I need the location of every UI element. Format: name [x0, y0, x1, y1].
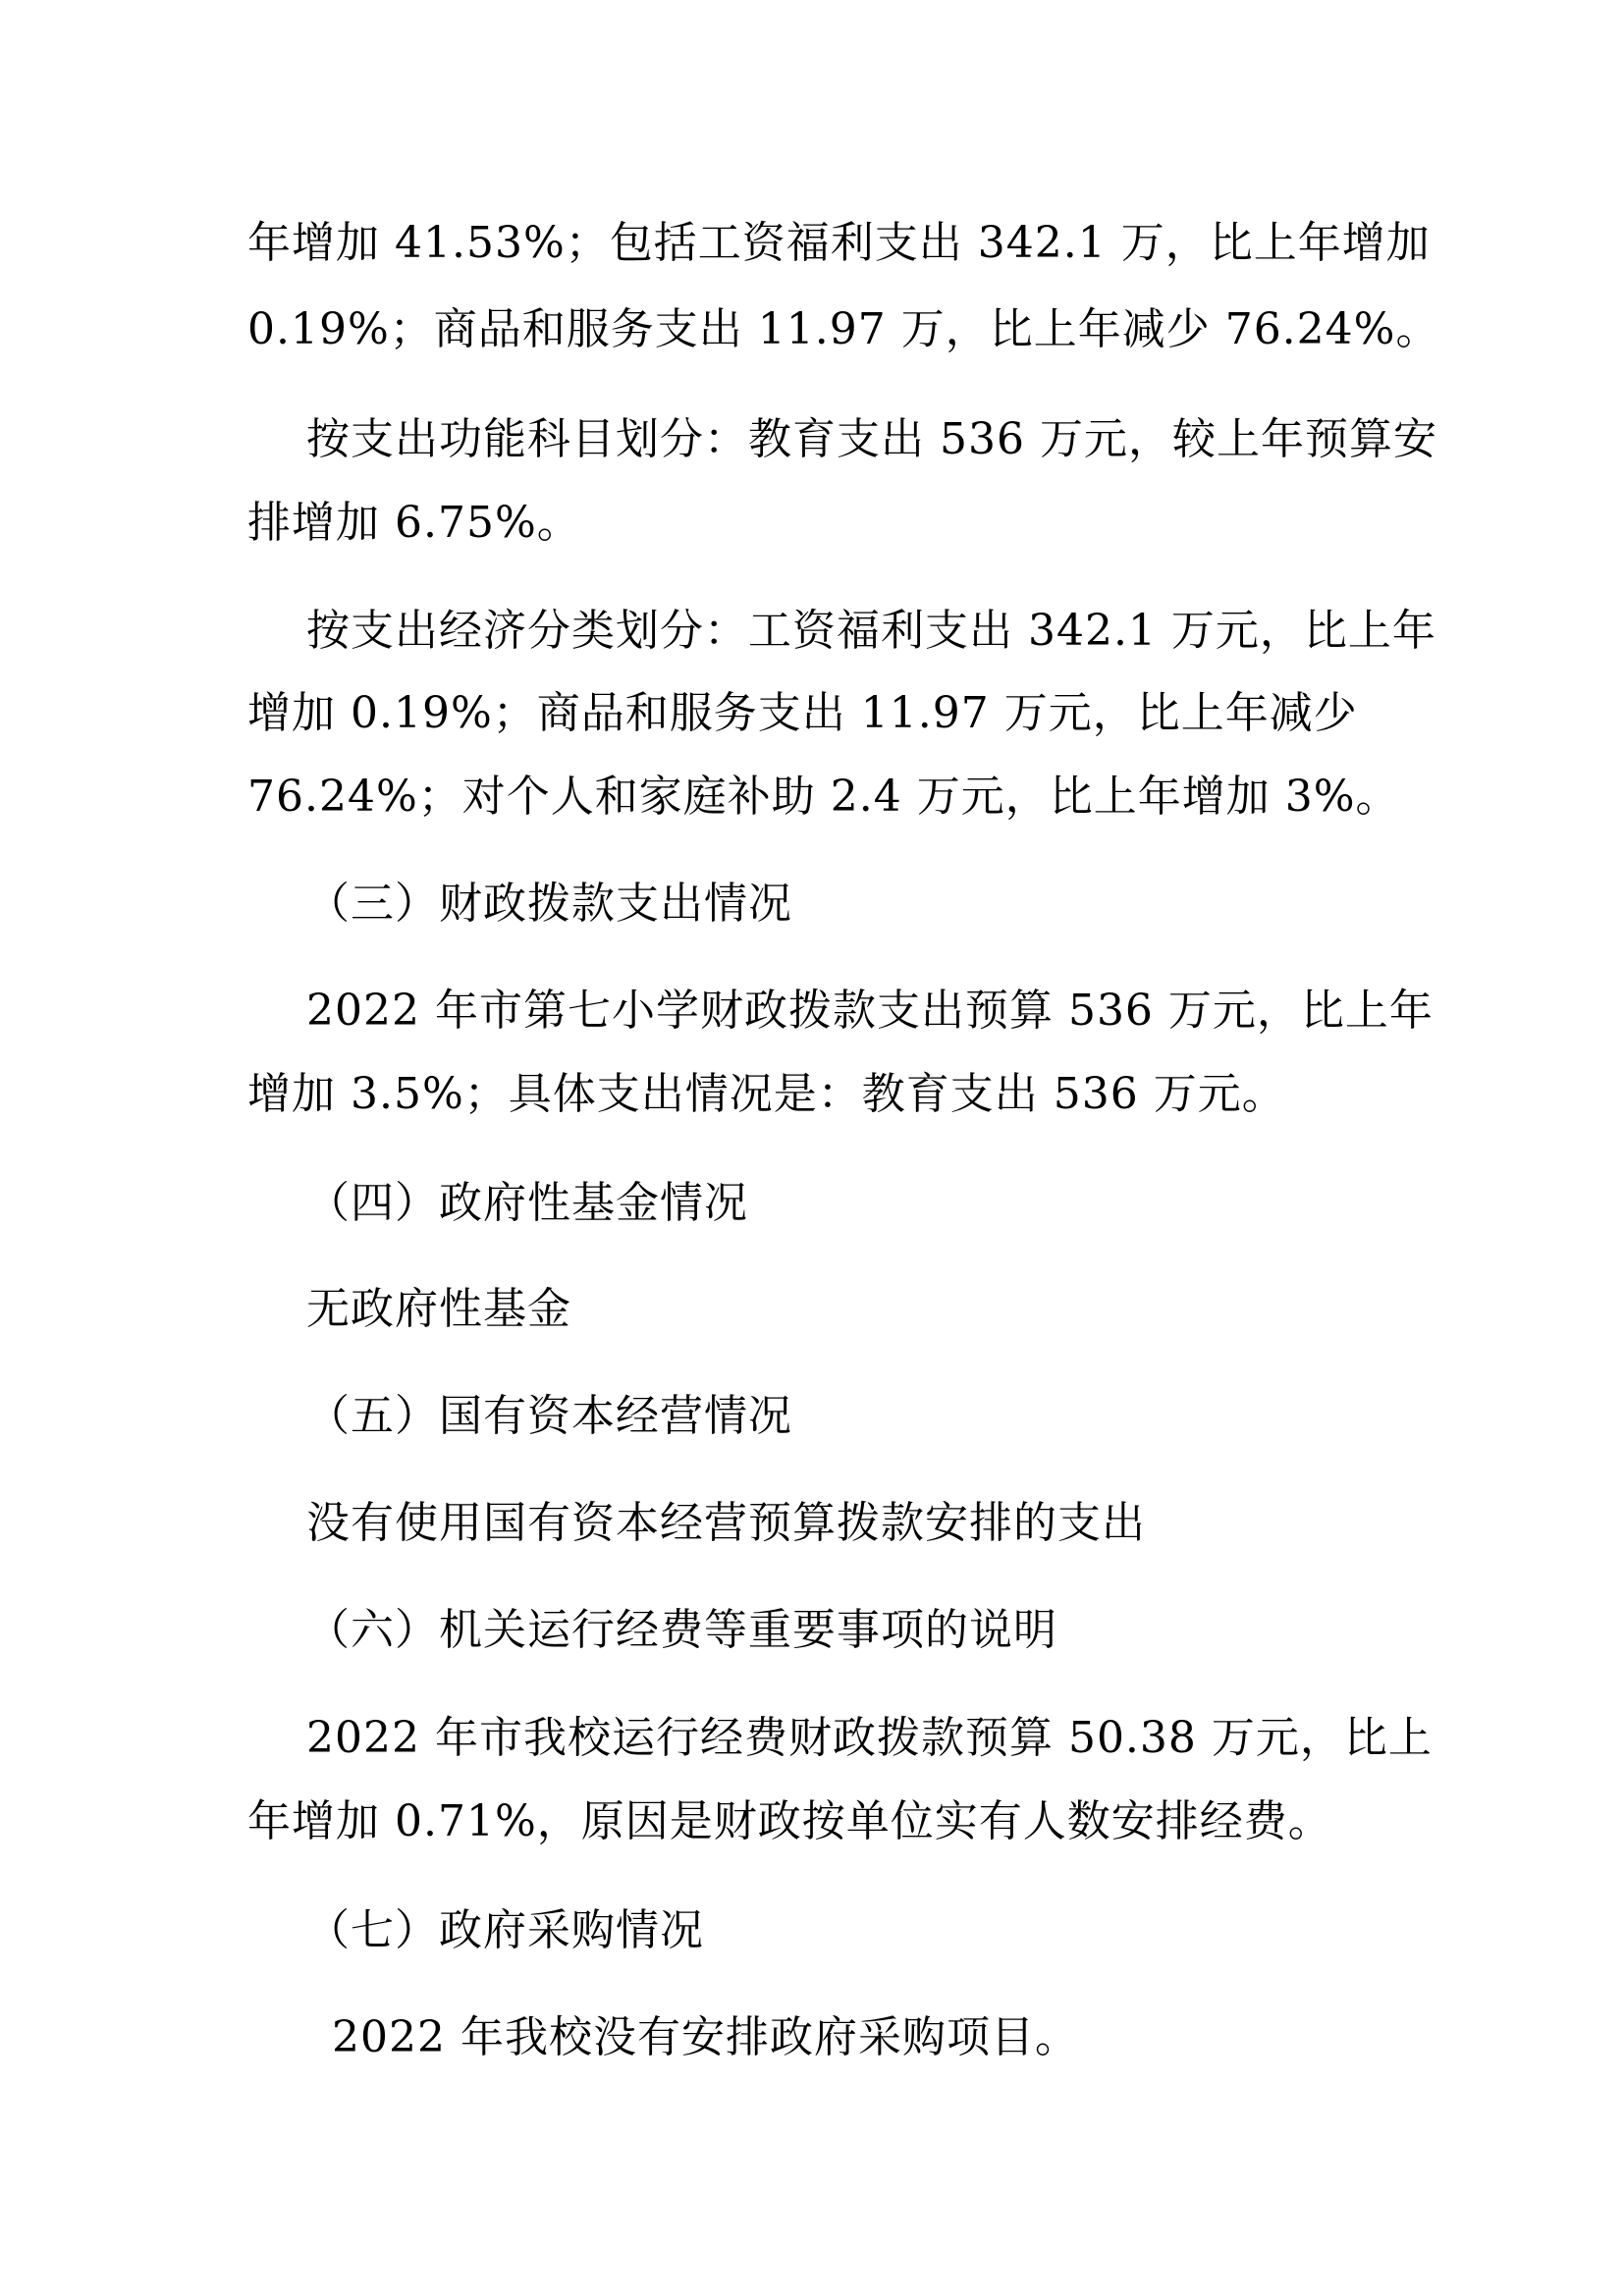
text-line: 2022 年市第七小学财政拨款支出预算 536 万元，比上年 [306, 986, 1434, 1036]
text-line: 76.24%；对个人和家庭补助 2.4 万元，比上年增加 3%。 [247, 772, 1400, 822]
text-line: 按支出功能科目划分：教育支出 536 万元，较上年预算安 [306, 414, 1437, 464]
text-line: 无政府性基金 [306, 1284, 571, 1334]
section-heading: （七）政府采购情况 [306, 1905, 704, 1955]
text-line: 0.19%；商品和服务支出 11.97 万，比上年减少 76.24%。 [247, 304, 1440, 354]
text-line: 增加 0.19%；商品和服务支出 11.97 万元，比上年减少 [247, 688, 1358, 738]
text-line: 增加 3.5%；具体支出情况是：教育支出 536 万元。 [247, 1069, 1286, 1119]
text-line: 按支出经济分类划分：工资福利支出 342.1 万元，比上年 [306, 606, 1436, 656]
text-line: 年增加 41.53%；包括工资福利支出 342.1 万，比上年增加 [247, 218, 1431, 268]
section-heading: （六）机关运行经费等重要事项的说明 [306, 1605, 1057, 1655]
section-heading: （三）财政拨款支出情况 [306, 879, 792, 929]
text-line: 没有使用国有资本经营预算拨款安排的支出 [306, 1498, 1146, 1548]
section-heading: （四）政府性基金情况 [306, 1178, 748, 1228]
text-line: 2022 年我校没有安排政府采购项目。 [332, 2012, 1079, 2062]
section-heading: （五）国有资本经营情况 [306, 1391, 792, 1441]
text-line: 排增加 6.75%。 [247, 498, 581, 548]
text-line: 2022 年市我校运行经费财政拨款预算 50.38 万元，比上 [306, 1713, 1433, 1763]
text-line: 年增加 0.71%，原因是财政按单位实有人数安排经费。 [247, 1796, 1332, 1846]
